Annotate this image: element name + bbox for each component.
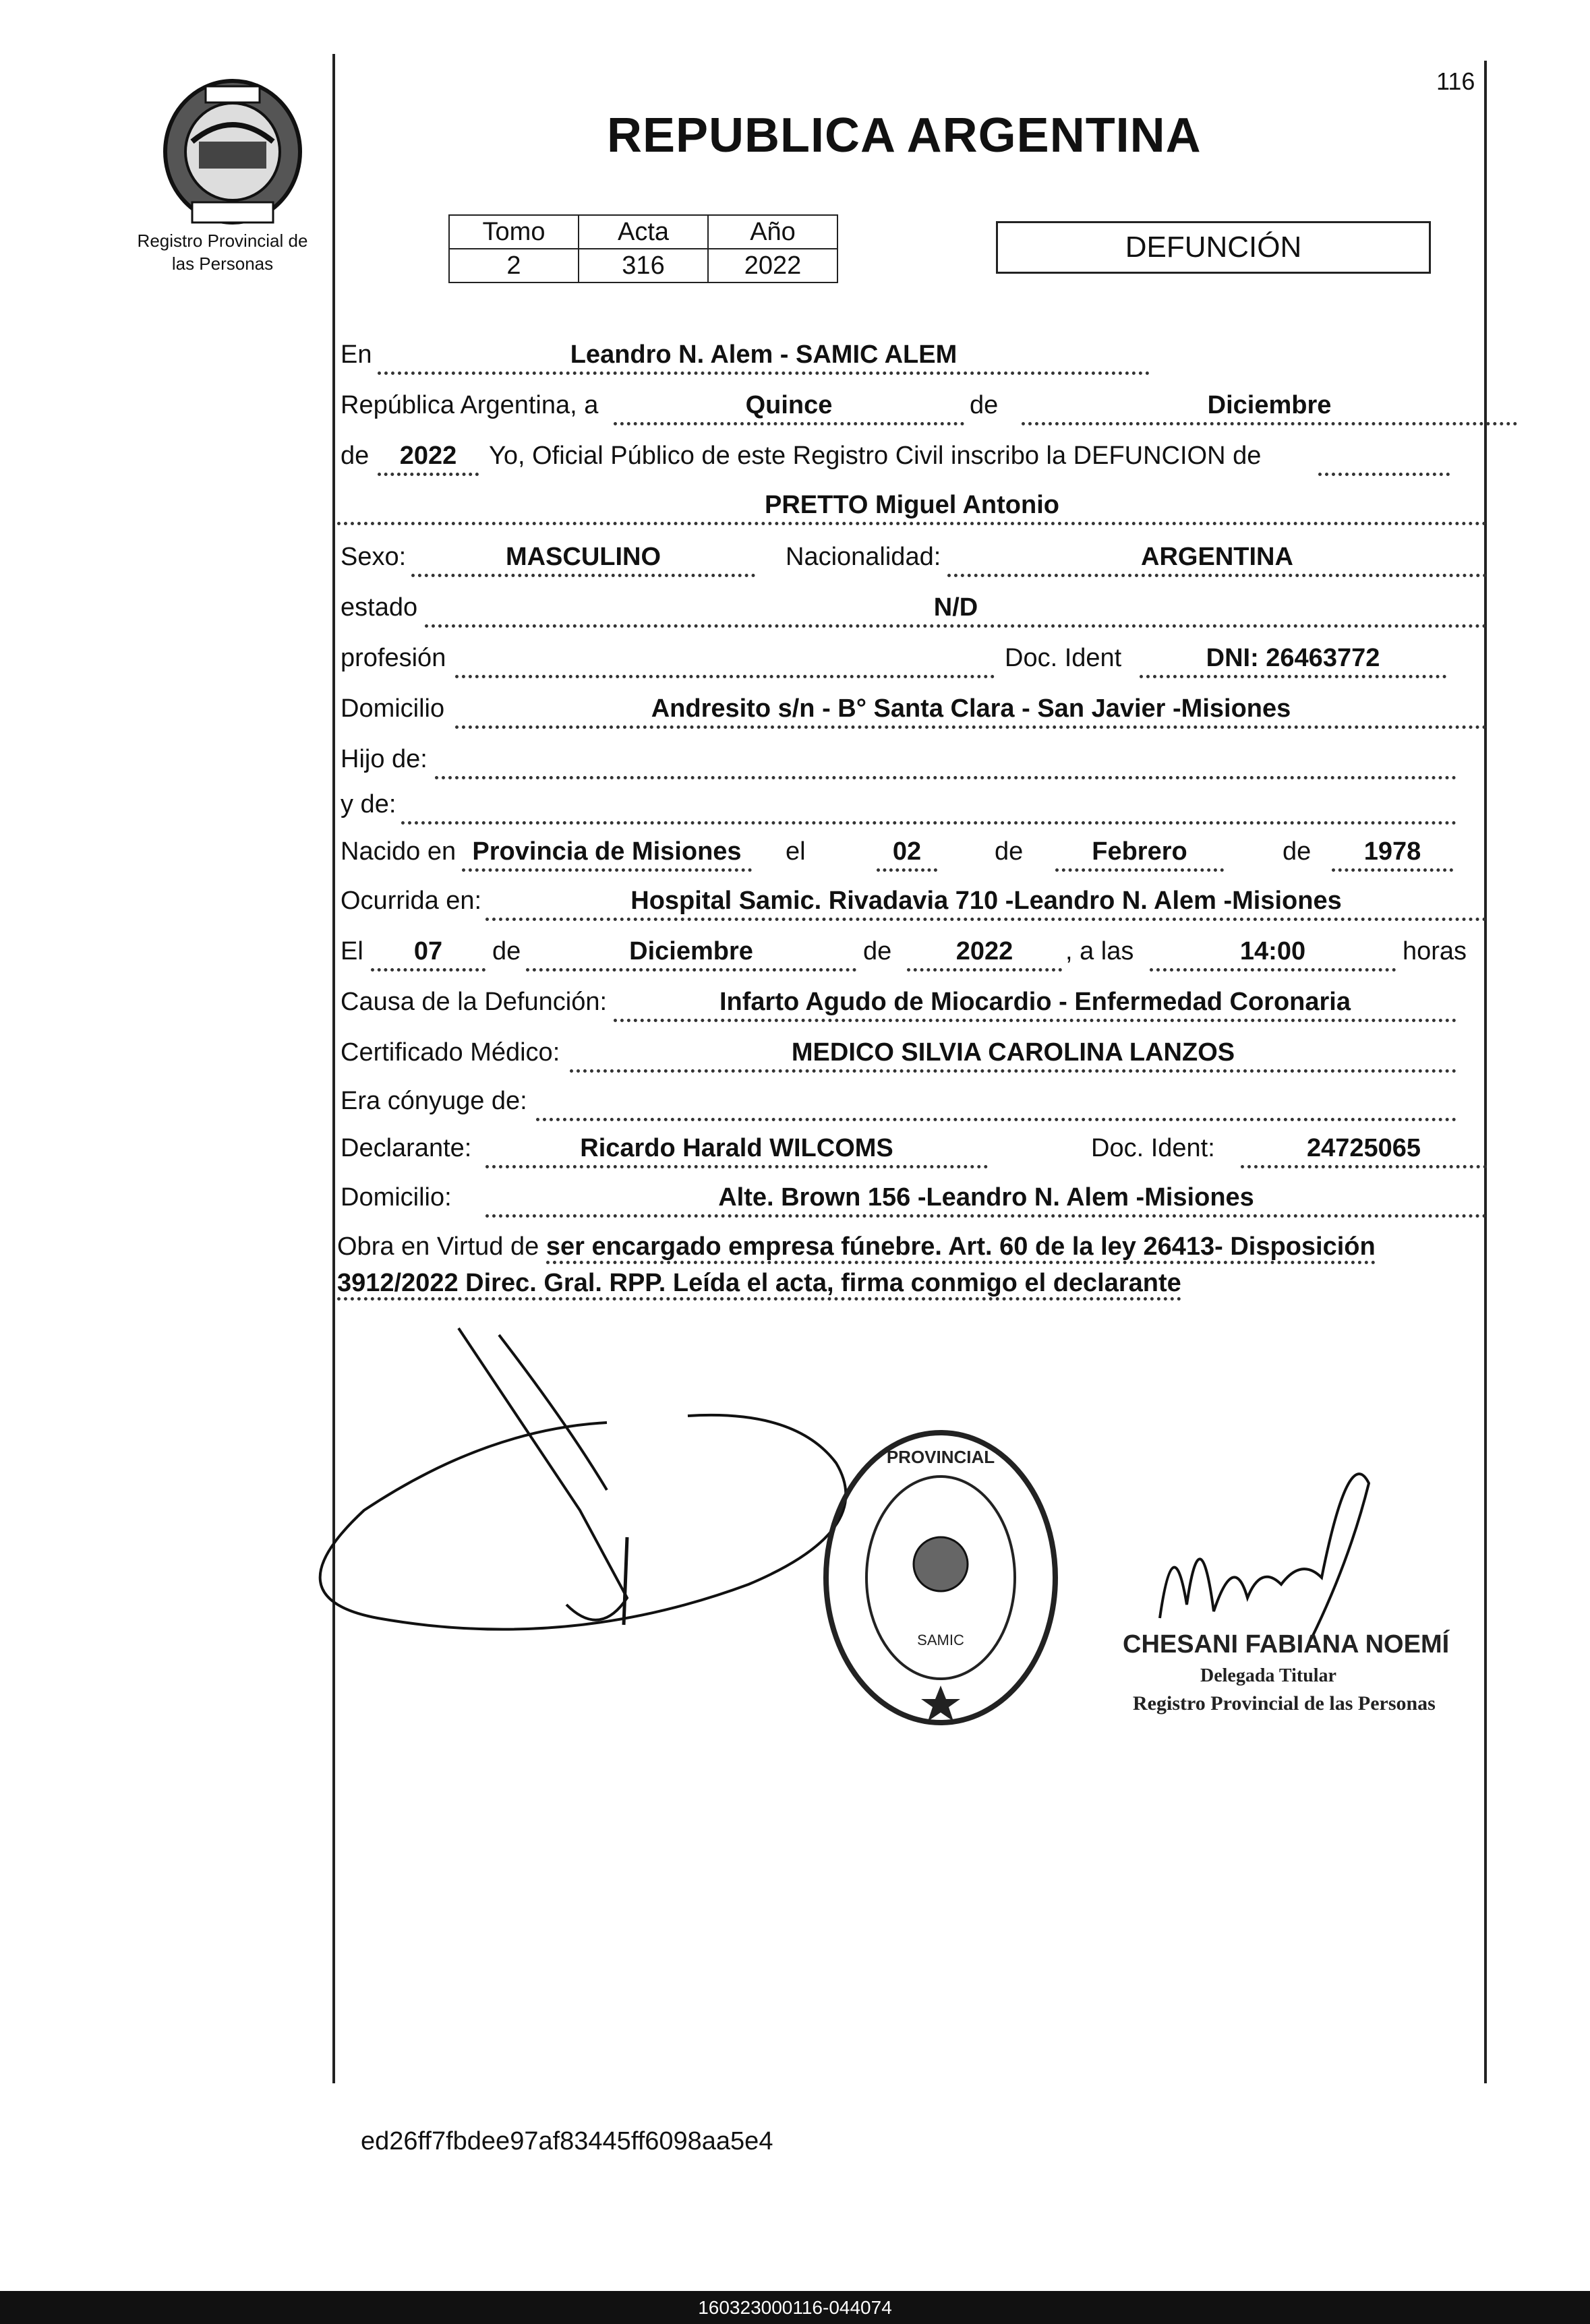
yde-label: y de: [341, 790, 396, 818]
alas-label: , a las [1065, 937, 1134, 965]
page-number: 116 [1436, 67, 1475, 95]
doc-ident-value: DNI: 26463772 [1140, 644, 1446, 678]
death-day: 07 [371, 937, 485, 972]
de-label-6: de [863, 937, 892, 965]
el2-label: El [341, 937, 363, 965]
declarante-domicilio-label: Domicilio: [341, 1183, 452, 1212]
day-value: Quince [614, 391, 964, 425]
tomo-value: 2 [449, 249, 579, 282]
profesion-value [455, 644, 995, 678]
de-label-1: de [970, 391, 999, 419]
registry-line-2: las Personas [171, 254, 274, 274]
row-yde [337, 790, 1483, 831]
row-declarante-domicilio [337, 1183, 1483, 1224]
birth-year: 1978 [1332, 837, 1453, 872]
declarante-domicilio-value: Alte. Brown 156 -Leandro N. Alem -Misiones [485, 1183, 1487, 1218]
svg-text:SAMIC: SAMIC [917, 1632, 964, 1648]
registry-line-1: Registro Provincial de [137, 231, 308, 251]
obra-value-2: 3912/2022 Direc. Gral. RPP. Leída el acta, firma conmigo el declarante [337, 1269, 1181, 1301]
yo-blank [1318, 442, 1450, 476]
tomo-header: Tomo [449, 215, 579, 249]
estado-label: estado [341, 593, 418, 622]
declarante-value: Ricardo Harald WILCOMS [485, 1134, 988, 1168]
document-type: DEFUNCIÓN [1125, 231, 1302, 264]
name-value: PRETTO Miguel Antonio [337, 491, 1487, 525]
hijo-label: Hijo de: [341, 745, 428, 773]
ocurrida-label: Ocurrida en: [341, 887, 482, 915]
document-title: REPUBLICA ARGENTINA [607, 109, 1202, 162]
conyuge-label: Era cónyuge de: [341, 1087, 527, 1115]
sexo-label: Sexo: [341, 543, 407, 571]
registry-name [115, 229, 330, 275]
row-nombre [337, 491, 1483, 531]
nacido-value: Provincia de Misiones [462, 837, 752, 872]
anio-value: 2022 [708, 249, 837, 282]
row-hijo [337, 745, 1483, 785]
left-border [332, 54, 335, 2083]
birth-day: 02 [877, 837, 937, 872]
row-fecha [337, 391, 1483, 431]
row-conyuge [337, 1087, 1483, 1127]
profesion-label: profesión [341, 644, 446, 672]
signer-org: Registro Provincial de las Personas [1133, 1692, 1436, 1715]
en-value: Leandro N. Alem - SAMIC ALEM [378, 340, 1150, 375]
document-hash: ed26ff7fbdee97af83445ff6098aa5e4 [361, 2127, 773, 2155]
domicilio-label: Domicilio [341, 694, 445, 723]
row-profesion [337, 644, 1483, 684]
domicilio-value: Andresito s/n - B° Santa Clara - San Javier -Misiones [455, 694, 1487, 729]
row-sexo [337, 543, 1483, 583]
republica-label: República Argentina, a [341, 391, 599, 419]
doc-ident-label: Doc. Ident [1005, 644, 1122, 672]
registry-stamp [816, 1423, 1065, 1733]
nacionalidad-value: ARGENTINA [947, 543, 1487, 577]
obra-value-1: ser encargado empresa fúnebre. Art. 60 de la ley 26413- Disposición [546, 1232, 1376, 1264]
row-fecha-defuncion [337, 937, 1483, 978]
de-label-2: de [341, 442, 370, 470]
row-estado [337, 593, 1483, 634]
acta-value: 316 [579, 249, 708, 282]
row-certificado [337, 1038, 1483, 1079]
anio-header: Año [708, 215, 837, 249]
causa-label: Causa de la Defunción: [341, 988, 608, 1016]
record-table [448, 214, 838, 283]
row-anio [337, 442, 1483, 482]
birth-month: Febrero [1055, 837, 1224, 872]
death-year: 2022 [907, 937, 1062, 972]
nacido-label: Nacido en [341, 837, 457, 866]
footer-bar [0, 2291, 1590, 2324]
de-label-3: de [995, 837, 1024, 866]
obra-line-1 [337, 1228, 1483, 1265]
causa-value: Infarto Agudo de Miocardio - Enfermedad Coronaria [614, 988, 1456, 1022]
row-ocurrida [337, 887, 1483, 927]
declarante-doc-value: 24725065 [1241, 1134, 1487, 1168]
declarante-doc-label: Doc. Ident: [1091, 1134, 1215, 1162]
row-nacido [337, 837, 1483, 878]
obra-en-virtud [337, 1228, 1483, 1301]
official-signature [1146, 1443, 1416, 1645]
row-declarante [337, 1134, 1483, 1174]
ocurrida-value: Hospital Samic. Rivadavia 710 -Leandro N. Alem -Misiones [485, 887, 1487, 921]
svg-text:PROVINCIAL: PROVINCIAL [886, 1447, 995, 1467]
declarante-label: Declarante: [341, 1134, 472, 1162]
yo-text: Yo, Oficial Público de este Registro Civil inscribo la DEFUNCION de [489, 442, 1262, 470]
yde-value [401, 790, 1456, 825]
month-value: Diciembre [1022, 391, 1517, 425]
acta-header: Acta [579, 215, 708, 249]
declarant-signature [283, 1315, 890, 1753]
en-label: En [341, 340, 372, 369]
document-type-box [996, 221, 1431, 274]
conyuge-value [536, 1087, 1456, 1121]
certificado-value: MEDICO SILVIA CAROLINA LANZOS [570, 1038, 1456, 1073]
horas-label: horas [1403, 937, 1467, 965]
hijo-value [435, 745, 1456, 779]
estado-value: N/D [425, 593, 1487, 628]
signer-role: Delegada Titular [1200, 1665, 1336, 1686]
row-causa [337, 988, 1483, 1028]
row-domicilio [337, 694, 1483, 735]
el-label: el [786, 837, 806, 866]
certificado-label: Certificado Médico: [341, 1038, 560, 1067]
obra-label: Obra en Virtud de [337, 1232, 539, 1261]
signer-name: CHESANI FABIANA NOEMÍ [1123, 1630, 1450, 1659]
year-value: 2022 [378, 442, 479, 476]
province-seal [152, 67, 314, 229]
de-label-5: de [492, 937, 521, 965]
death-month: Diciembre [526, 937, 856, 972]
sexo-value: MASCULINO [411, 543, 755, 577]
nacionalidad-label: Nacionalidad: [786, 543, 941, 571]
de-label-4: de [1283, 837, 1312, 866]
right-border [1484, 61, 1487, 2083]
footer-code: 160323000116-044074 [698, 2297, 892, 2318]
row-en [337, 340, 1483, 381]
obra-line-2 [337, 1265, 1483, 1301]
death-time: 14:00 [1150, 937, 1396, 972]
